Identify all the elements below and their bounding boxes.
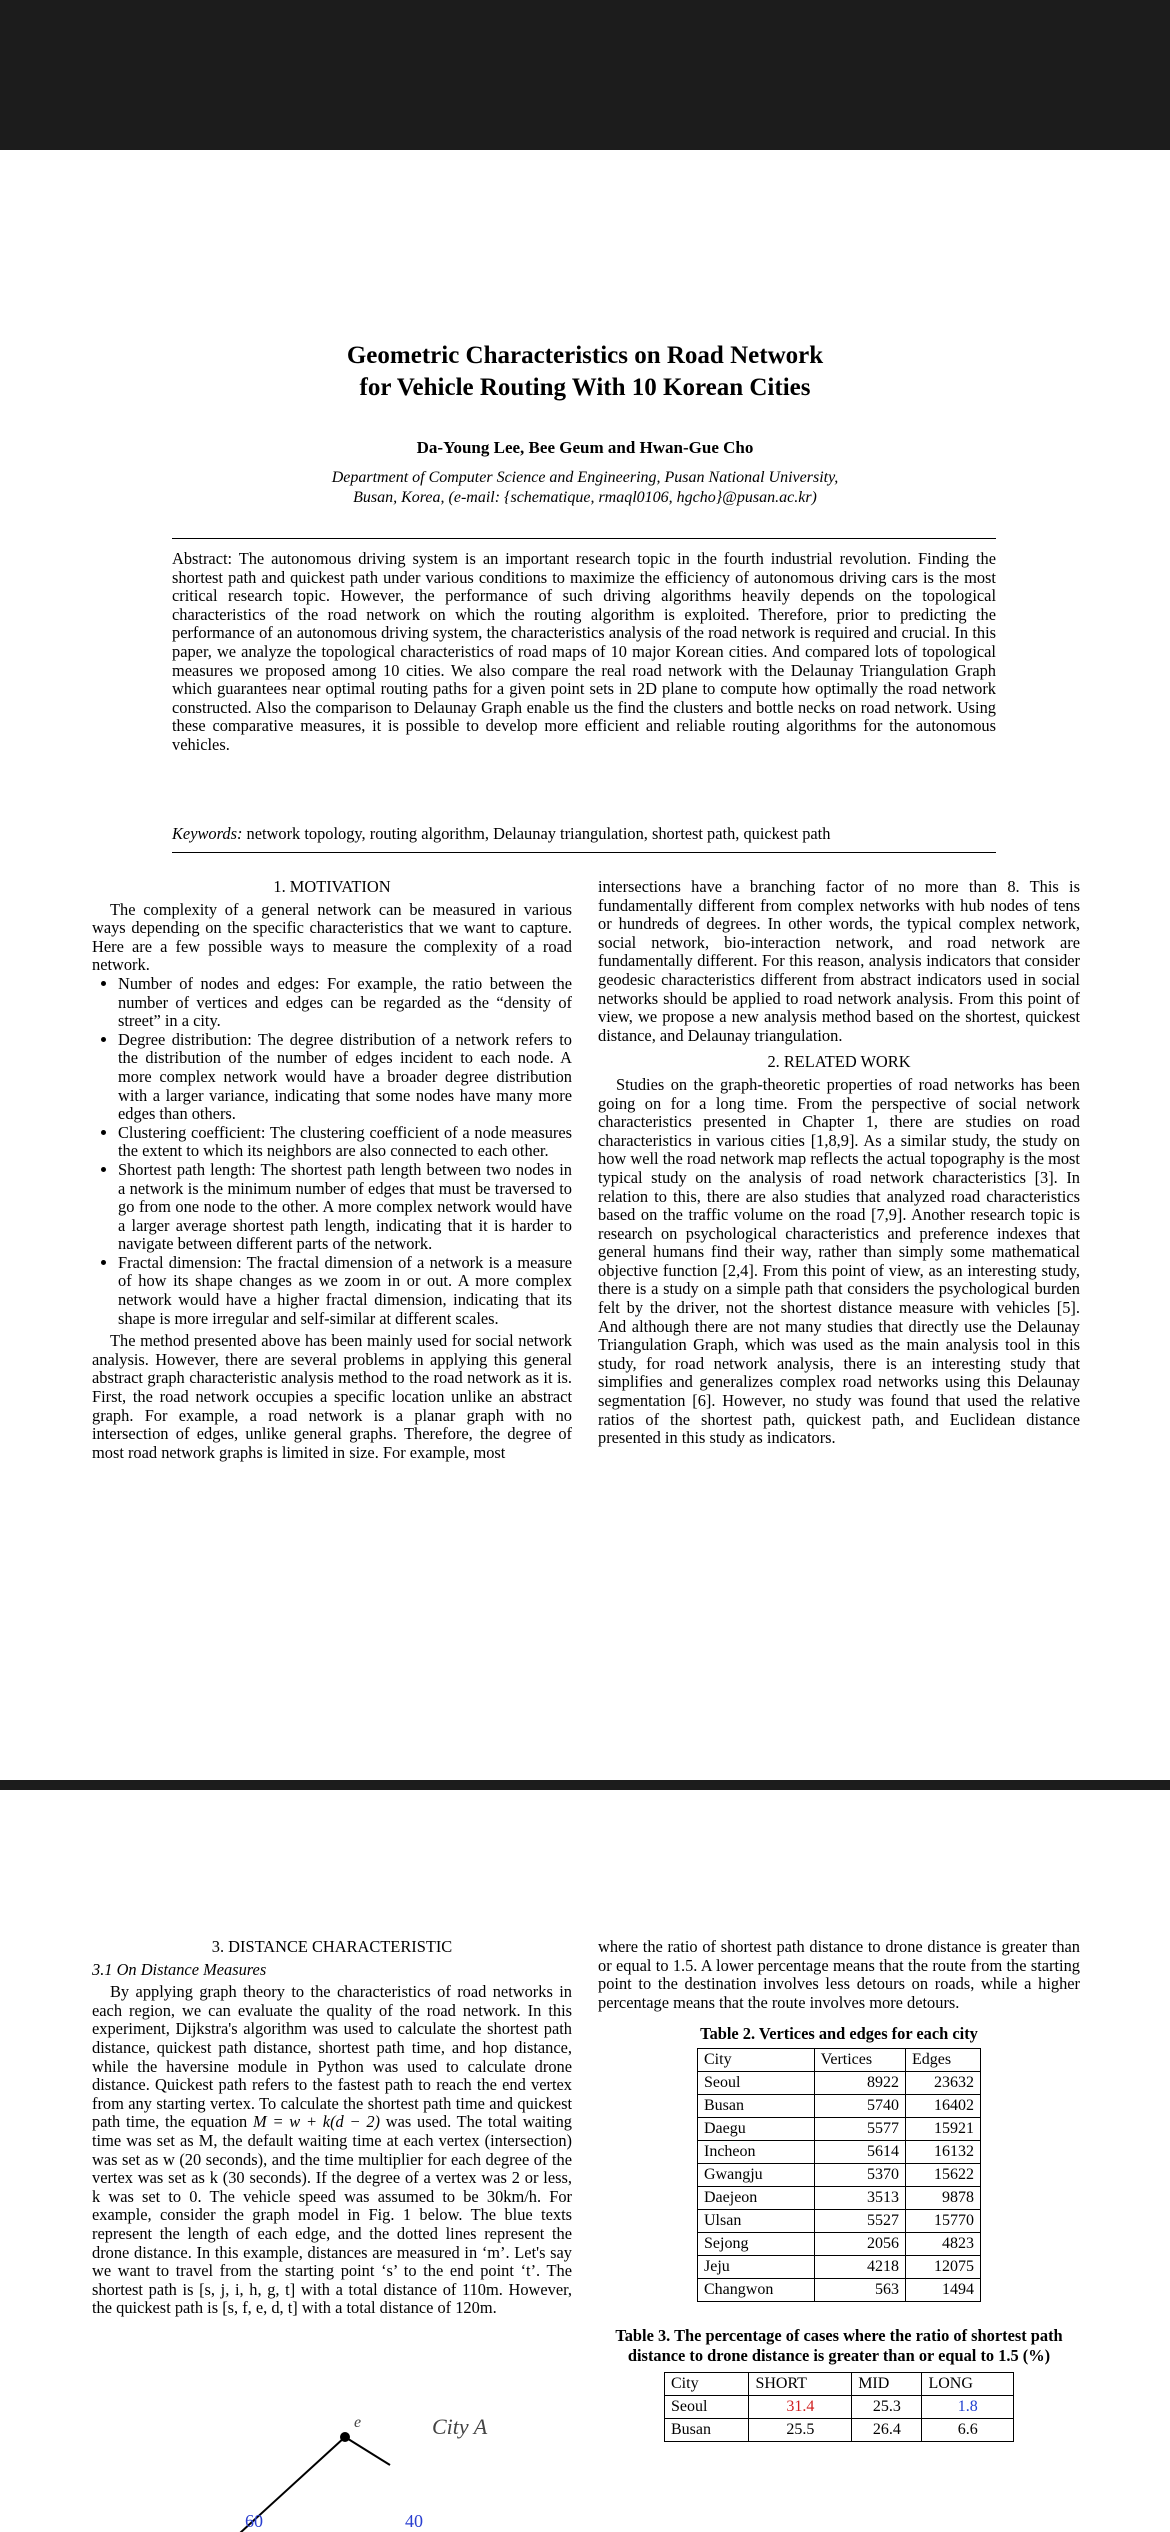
section-heading-motivation: 1. MOTIVATION — [273, 877, 391, 896]
table-row — [698, 2187, 981, 2210]
list-item: • Degree distribution: The degree distribution of a network refers to the distribution of the number of edges incident to each node. A more complex network would have a broader degree distribution with a larger variance, indicating that some nodes have many more edges than others. — [118, 1031, 572, 1124]
table-3-detour-percentage — [664, 2372, 1014, 2442]
waiting-time-equation: M = w + k(d − 2) — [253, 2112, 380, 2132]
list-item: • Number of nodes and edges: For example, the ratio between the number of vertices and edges can be regarded as the “density of street” in a city. — [118, 975, 572, 1031]
table-cell: Daejeon — [698, 2187, 815, 2210]
table-cell: 16132 — [905, 2141, 980, 2164]
table-cell: 5740 — [814, 2095, 905, 2118]
motivation-continued: intersections have a branching factor of no more than 8. This is fundamentally different from complex networks with hub nodes of tens or hundreds of degrees. In other words, the typical complex network, social network, bio-interaction network, and road network are fundamentally different. For this reason, analysis indicators that consider geodesic characteristics different from abstract indicators used in social networks should be applied to road network analysis. From this point of view, we propose a new analysis method based on the shortest, quickest distance, and Delaunay triangulation. — [598, 877, 1080, 1045]
table-cell: Jeju — [698, 2256, 815, 2279]
table-cell: 5527 — [814, 2210, 905, 2233]
left-column-page-2 — [92, 1938, 572, 2318]
related-work-body: Studies on the graph-theoretic properties of road networks has been going on for a long time. From the perspective of social network characteristics presented in Chapter 1, there are studies on road characteristics in various cities [1,8,9]. As a similar study, the study on how well the road network map reflects the actual topography is the most typical study on the analysis of road network characteristics [3]. In relation to this, there are also studies that analyzed road characteristics based on the traffic volume on the road [7,9]. Another research topic is research on psychological characteristics and preference indexes that general humans find their way, rather than simply some mathematical objective function [2,4]. From this point of view, as an interesting study, there is a study on a simple path that considers the psychological burden felt by the driver, not the shortest distance measure with vehicles [5]. And although there are not many studies that directly use the Delaunay Triangulation Graph, which was used as the main analysis tool in this study, for road network analysis, there is an interesting study that simplifies and generalizes complex road networks using this Delaunay segmentation [6]. However, no study was found that used the relative ratios of the shortest path, quickest path, and Euclidean distance presented in this study as indicators. — [598, 1074, 1080, 1448]
table-row — [698, 2164, 981, 2187]
table-cell: Daegu — [698, 2118, 815, 2141]
table-header: MID — [852, 2373, 922, 2396]
table-row — [665, 2419, 1014, 2442]
table-cell: 3513 — [814, 2187, 905, 2210]
keywords — [172, 824, 996, 844]
figure-city-label: City A — [432, 2414, 488, 2439]
paper-page-2 — [0, 1790, 1170, 2532]
table-2-vertices-edges — [697, 2048, 981, 2302]
table-cell: 563 — [814, 2279, 905, 2302]
table-cell: 4218 — [814, 2256, 905, 2279]
paper-page-1 — [0, 150, 1170, 1780]
table-cell: Ulsan — [698, 2210, 815, 2233]
distance-body — [92, 1983, 572, 2318]
node-label-e: e — [354, 2414, 362, 2431]
table-cell: Seoul — [698, 2072, 815, 2095]
table-cell: 31.4 — [749, 2396, 852, 2419]
table-row — [698, 2118, 981, 2141]
abstract: Abstract: The autonomous driving system is an important research topic in the fourth industrial revolution. Finding the shortest path and quickest path under various conditions to maximize the efficiency of autonomous driving cars is the most critical research topic. However, the performance of such driving algorithms heavily depends on the topological characteristics of the road network on which the routing algorithm is exploited. Therefore, prior to predicting the performance of an autonomous driving system, the characteristics analysis of the road network is required and crucial. In this paper, we analyze the topological characteristics of road maps of 10 major Korean cities. And compared lots of topological measures we proposed among 10 cities. We also compare the real road network with the Delaunay Triangulation Graph which guarantees near optimal routing paths for a given point sets in 2D plane to compute how optimally the road network constructed. Also the comparison to Delaunay Graph enable us the find the clusters and bottle necks on road network. Using these comparative measures, it is possible to develop more efficient and reliable routing algorithms for the autonomous vehicles. — [172, 549, 996, 754]
graph-node-e — [340, 2432, 350, 2442]
table-2-caption: Table 2. Vertices and edges for each city — [700, 2024, 978, 2044]
affiliation-line-2: Busan, Korea, (e-mail: {schematique, rmaql0106, hgcho}@pusan.ac.kr) — [353, 489, 817, 506]
table-header: SHORT — [749, 2373, 852, 2396]
top-bar — [0, 0, 1170, 150]
table-cell: 4823 — [905, 2233, 980, 2256]
table-header: City — [698, 2049, 815, 2072]
complexity-measures-list — [92, 975, 572, 1328]
keywords-text: network topology, routing algorithm, Delaunay triangulation, shortest path, quickest path — [246, 824, 831, 843]
table-row — [698, 2210, 981, 2233]
table-cell: 25.5 — [749, 2419, 852, 2442]
distance-body-b: was used. The total waiting time was set as M, the default waiting time at each vertex (intersection) was set as w (20 seconds), and the time multiplier for each degree of the vertex was set as k (30 seconds). If the degree of a vertex was 2 or less, k was set to 0. The vehicle speed was assumed to be 30km/h. For example, consider the graph model in Fig. 1 below. The blue texts represent the length of each edge, and the dotted lines represent the drone distance. In this example, distances are measured in ‘m’. Let's say we want to travel from the starting point ‘s’ to the end point ‘t’. The shortest path is [s, j, i, h, g, t] with a total distance of 110m. However, the quickest path is [s, f, e, d, t] with a total distance of 120m. — [92, 2112, 572, 2318]
abstract-bottom-rule — [172, 852, 996, 853]
list-item: • Clustering coefficient: The clustering coefficient of a node measures the extent to which its neighbors are also connected to each other. — [118, 1124, 572, 1161]
table-header: Vertices — [814, 2049, 905, 2072]
table-cell: 12075 — [905, 2256, 980, 2279]
right-column-page-1 — [598, 878, 1080, 1448]
table-row — [698, 2279, 981, 2302]
motivation-intro: The complexity of a general network can be measured in various ways depending on the specific characteristics that we want to capture. Here are a few possible ways to measure the complexity of a road network. — [92, 899, 572, 975]
right-column-page-2 — [598, 1938, 1080, 2442]
table-header: Edges — [905, 2049, 980, 2072]
table-cell: 16402 — [905, 2095, 980, 2118]
table-cell: Gwangju — [698, 2164, 815, 2187]
table-cell: 15622 — [905, 2164, 980, 2187]
table-row — [698, 2095, 981, 2118]
table-cell: Busan — [698, 2095, 815, 2118]
table-cell: 23632 — [905, 2072, 980, 2095]
table-cell: Seoul — [665, 2396, 749, 2419]
table-cell: 15770 — [905, 2210, 980, 2233]
table-cell: 6.6 — [922, 2419, 1014, 2442]
subsection-heading-distance-measures: 3.1 On Distance Measures — [92, 1959, 267, 1979]
table-header-row — [698, 2049, 981, 2072]
table-cell: Incheon — [698, 2141, 815, 2164]
list-item: • Fractal dimension: The fractal dimension of a network is a measure of how its shape changes as we zoom in or out. A more complex network would have a higher fractal dimension, indicating that its shape is more irregular and self-similar at different scales. — [118, 1254, 572, 1328]
table-cell: 8922 — [814, 2072, 905, 2095]
table-header: City — [665, 2373, 749, 2396]
table-3-caption: Table 3. The percentage of cases where the ratio of shortest path distance to drone distance is greater than or equal to 1.5 (%) — [615, 2326, 1063, 2366]
keywords-label: Keywords: — [172, 824, 243, 843]
paper-title-line-2: for Vehicle Routing With 10 Korean Cities — [359, 374, 811, 401]
table-cell: Changwon — [698, 2279, 815, 2302]
table-cell: 15921 — [905, 2118, 980, 2141]
table-cell: 9878 — [905, 2187, 980, 2210]
paper-title-line-1: Geometric Characteristics on Road Network — [346, 342, 824, 369]
table-cell: Sejong — [698, 2233, 815, 2256]
table-row — [698, 2141, 981, 2164]
table-row — [665, 2396, 1014, 2419]
left-column-page-1 — [92, 878, 572, 1462]
figure-1-graph-model — [180, 2405, 580, 2532]
section-heading-related-work: 2. RELATED WORK — [767, 1052, 911, 1072]
table-cell: 5614 — [814, 2141, 905, 2164]
table-row — [698, 2233, 981, 2256]
section-heading-distance: 3. DISTANCE CHARACTERISTIC — [211, 1937, 453, 1956]
affiliation-line-1: Department of Computer Science and Engineering, Pusan National University, — [331, 469, 839, 486]
table-cell: 5370 — [814, 2164, 905, 2187]
paper-authors: Da-Young Lee, Bee Geum and Hwan-Gue Cho — [416, 438, 754, 457]
list-item: • Shortest path length: The shortest path length between two nodes in a network is the minimum number of edges that must be traversed to go from one node to the other. A more complex network would have a larger average shortest path length, indicating that it is harder to navigate between different parts of the network. — [118, 1161, 572, 1254]
edge-length-label: 60 — [245, 2511, 263, 2531]
table-cell: 25.3 — [852, 2396, 922, 2419]
table-cell: 2056 — [814, 2233, 905, 2256]
table-header-row — [665, 2373, 1014, 2396]
graph-edge — [345, 2437, 390, 2465]
table-cell: Busan — [665, 2419, 749, 2442]
table-cell: 1.8 — [922, 2396, 1014, 2419]
edge-length-label: 40 — [405, 2511, 423, 2531]
distance-body-a: By applying graph theory to the characteristics of road networks in each region, we can evaluate the quality of the road network. In this experiment, Dijkstra's algorithm was used to calculate the shortest path distance, quickest path distance, shortest path time, and hop distance, while the haversine module in Python was used to calculate drone distance. Quickest path refers to the fastest path to reach the end vertex from any starting vertex. To calculate the shortest path time and quickest path time, the equation — [92, 1982, 572, 2132]
motivation-paragraph-2: The method presented above has been mainly used for social network analysis. However, there are several problems in applying this general abstract graph characteristic analysis method to the road network as it is. First, the road network occupies a specific location unlike an abstract graph. For example, a road network is a planar graph with no intersection of edges, unlike general graphs. Therefore, the degree of most road network graphs is limited in size. For example, most — [92, 1331, 572, 1462]
table-cell: 5577 — [814, 2118, 905, 2141]
table-header: LONG — [922, 2373, 1014, 2396]
abstract-top-rule — [172, 538, 996, 539]
ratio-explanation: where the ratio of shortest path distance to drone distance is greater than or equal to 1.5. A lower percentage means that the route from the starting point to the destination involves less detours on roads, while a higher percentage means that the route involves more detours. — [598, 1937, 1080, 2012]
table-cell: 1494 — [905, 2279, 980, 2302]
table-cell: 26.4 — [852, 2419, 922, 2442]
table-row — [698, 2256, 981, 2279]
table-row — [698, 2072, 981, 2095]
